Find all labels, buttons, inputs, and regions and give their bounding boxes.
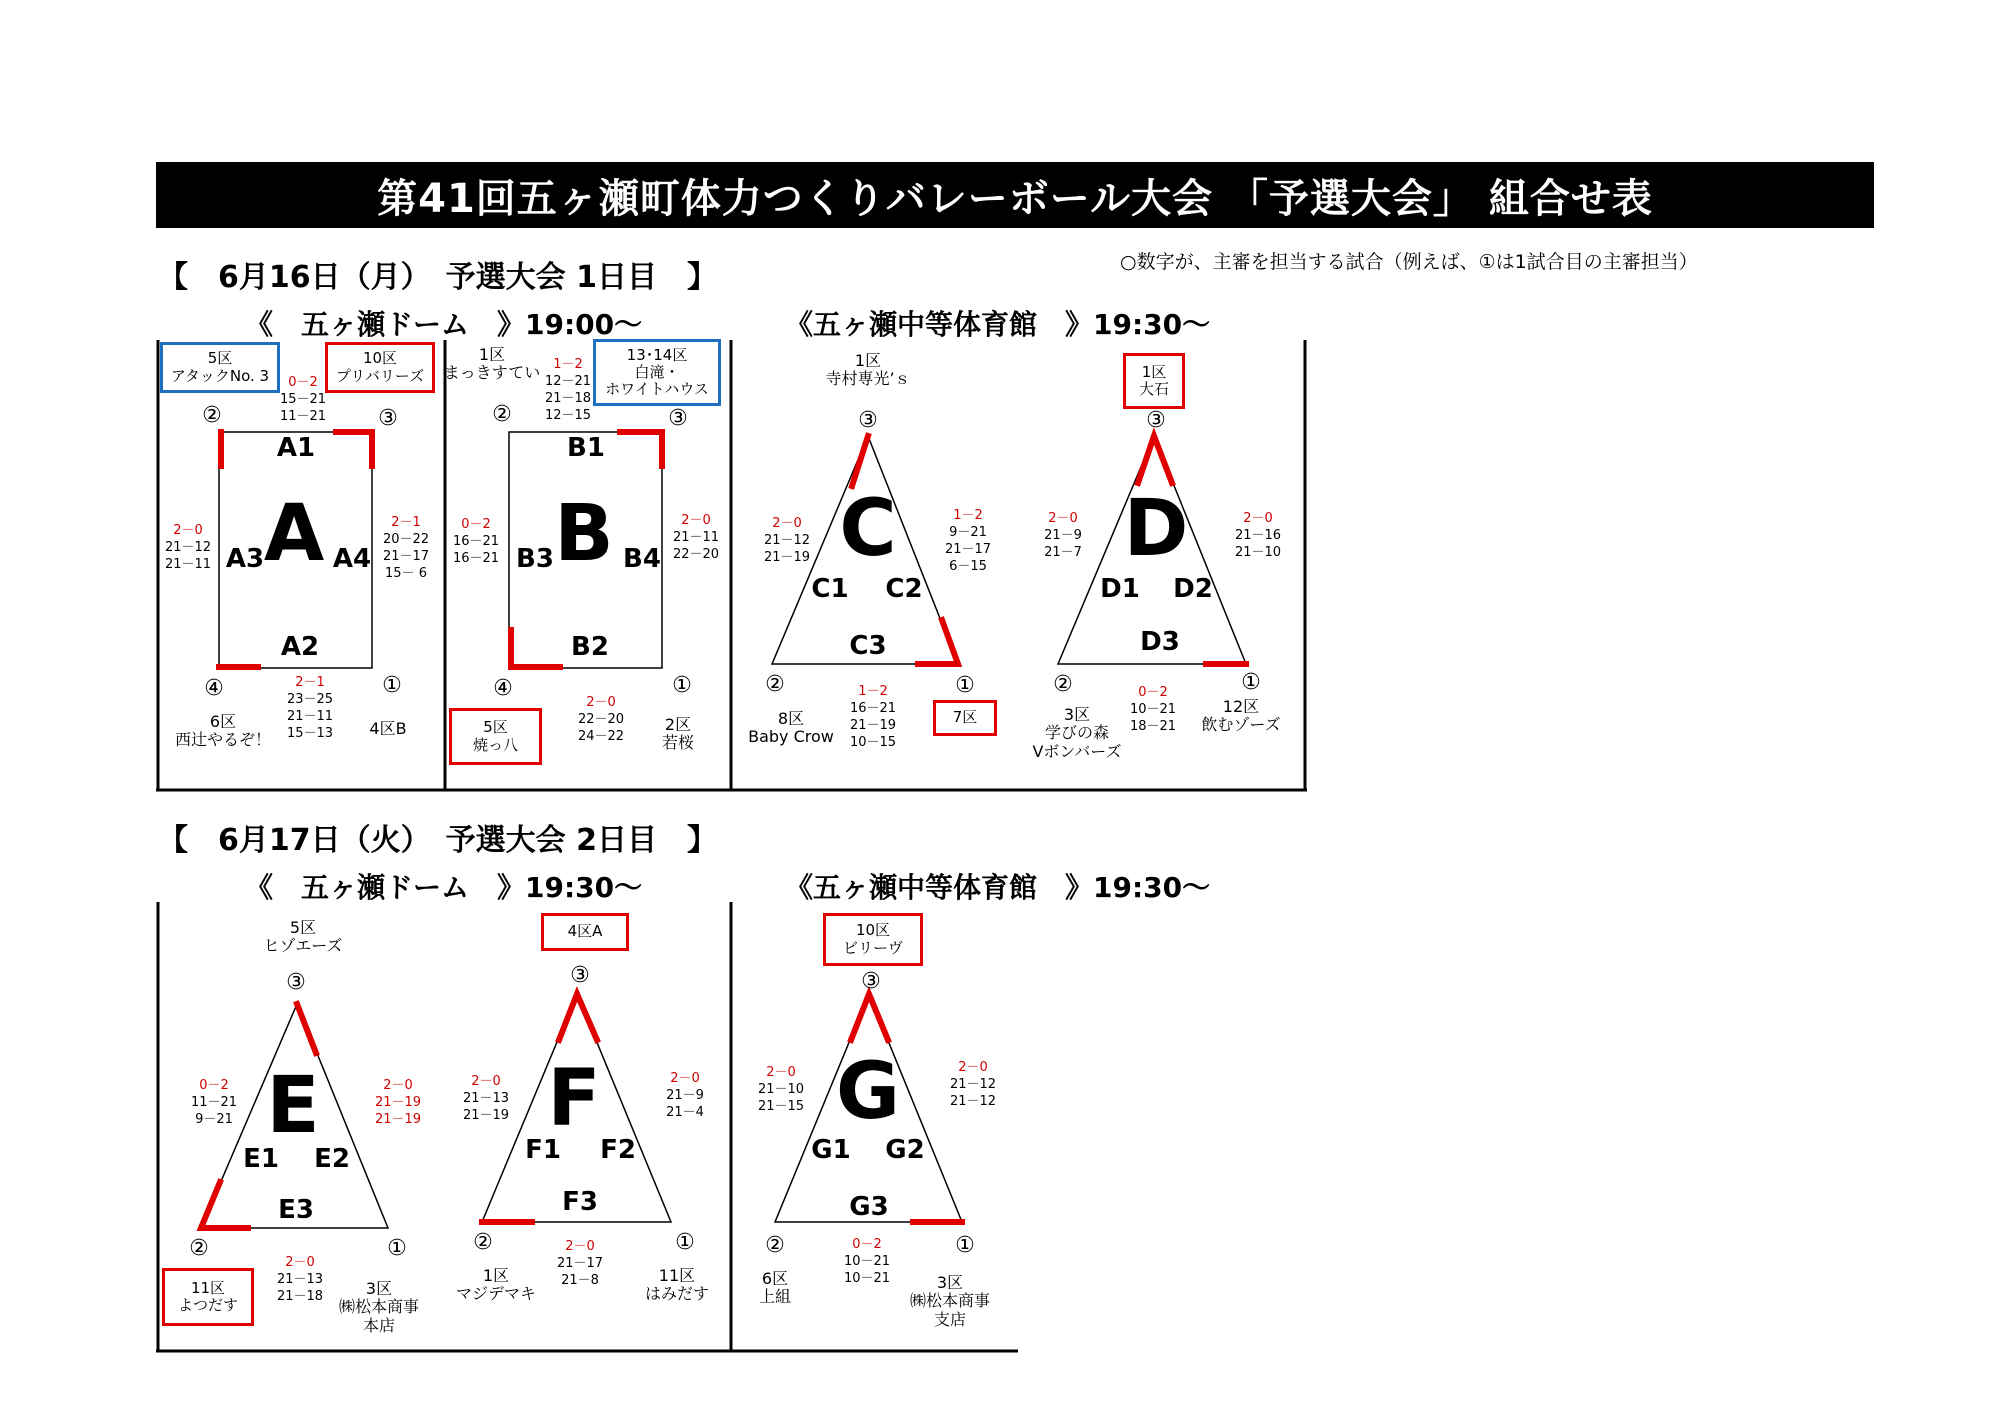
- day1-header: 【 6月16日（月） 予選大会 1日目 】: [158, 260, 717, 295]
- referee-3: ③: [286, 970, 306, 995]
- block-c-letter: C: [839, 484, 897, 575]
- referee-1: ①: [387, 1236, 407, 1261]
- team-a-bottom-left: 6区 西辻やるぞ！: [174, 712, 272, 750]
- score-e-right: 2－0 21－19 21－19: [374, 1078, 422, 1127]
- court-e3: E3: [278, 1195, 314, 1226]
- team-g-bottom-left: 6区 上組: [758, 1269, 792, 1307]
- referee-4: ④: [204, 676, 224, 701]
- referee-1: ①: [382, 673, 402, 698]
- court-f2: F2: [600, 1135, 636, 1166]
- score-f-right: 2－0 21－9 21－4: [666, 1071, 704, 1120]
- team-box-g-top: 10区 ビリーヴ: [823, 913, 923, 966]
- score-a-bottom: 2－1 23－25 21－11 15－13: [286, 675, 334, 741]
- score-a-left: 2－0 21－12 21－11: [164, 523, 212, 572]
- court-e2: E2: [314, 1144, 350, 1175]
- team-box-c-bottom-right: 7区: [933, 700, 997, 736]
- referee-2: ②: [1053, 672, 1073, 697]
- court-g2: G2: [885, 1135, 925, 1166]
- score-a-top: 0－2 15－21 11－21: [279, 375, 327, 424]
- score-b-left: 0－2 16－21 16－21: [452, 517, 500, 566]
- team-b-bottom-right: 2区 若桜: [661, 715, 695, 753]
- score-b-top: 1－2 12－21 21－18 12－15: [544, 357, 592, 423]
- team-f-bottom-left: 1区 マジデマキ: [455, 1266, 537, 1304]
- team-f-bottom-right: 11区 はみだす: [644, 1266, 710, 1304]
- day2-header: 【 6月17日（火） 予選大会 2日目 】: [158, 823, 717, 858]
- court-g1: G1: [811, 1135, 851, 1166]
- block-a-letter: A: [263, 489, 325, 580]
- score-b-bottom: 2－0 22－20 24－22: [577, 695, 625, 744]
- team-c-bottom-left: 8区 Baby Crow: [748, 709, 834, 747]
- score-e-left: 0－2 11－21 9－21: [190, 1078, 238, 1127]
- court-c1: C1: [811, 574, 849, 605]
- score-a-right: 2－1 20－22 21－17 15－ 6: [382, 515, 430, 581]
- team-e-top: 5区 ヒゾエーズ: [263, 918, 343, 956]
- referee-3: ③: [1146, 408, 1166, 433]
- score-c-right: 1－2 9－21 21－17 6－15: [944, 508, 992, 574]
- team-district: 5区: [207, 349, 233, 368]
- team-box-a-top-right: [325, 342, 435, 393]
- score-e-bottom: 2－0 21－13 21－18: [276, 1255, 324, 1304]
- block-b-letter: B: [554, 489, 614, 580]
- score-g-left: 2－0 21－10 21－15: [757, 1065, 805, 1114]
- referee-4: ④: [493, 676, 513, 701]
- referee-3: ③: [378, 406, 398, 431]
- court-e1: E1: [243, 1144, 279, 1175]
- team-box-e-bottom-left: 11区 よつだす: [162, 1268, 254, 1326]
- court-a2: A2: [280, 632, 320, 663]
- referee-2: ②: [202, 403, 222, 428]
- referee-3: ③: [668, 406, 688, 431]
- referee-2: ②: [765, 1233, 785, 1258]
- team-box-b-bottom-left: 5区 焼っ八: [449, 708, 542, 765]
- team-d-bottom-left: 3区 学びの森 Vボンバーズ: [1032, 705, 1122, 761]
- day2-venue-dome: 《 五ヶ瀬ドーム 》19:30～: [245, 871, 643, 904]
- referee-1: ①: [955, 673, 975, 698]
- score-c-bottom: 1－2 16－21 21－19 10－15: [849, 684, 897, 750]
- referee-1: ①: [675, 1230, 695, 1255]
- court-c3: C3: [849, 631, 887, 662]
- referee-3: ③: [570, 963, 590, 988]
- page-title: 第41回五ヶ瀬町体力つくりバレーボール大会 「予選大会」 組合せ表: [156, 162, 1874, 228]
- team-a-bottom-right: 4区B: [369, 719, 407, 738]
- team-box-f-top: 4区A: [541, 913, 629, 951]
- block-e-letter: E: [266, 1061, 320, 1152]
- court-b2: B2: [571, 632, 609, 663]
- court-b3: B3: [516, 544, 554, 575]
- score-g-right: 2－0 21－12 21－12: [949, 1060, 997, 1109]
- court-d1: D1: [1100, 574, 1140, 605]
- score-d-bottom: 0－2 10－21 18－21: [1129, 685, 1177, 734]
- day1-venue-gym: 《五ヶ瀬中等体育館 》19:30～: [785, 308, 1211, 341]
- day1-venue-dome: 《 五ヶ瀬ドーム 》19:00～: [245, 308, 643, 341]
- score-f-left: 2－0 21－13 21－19: [462, 1074, 510, 1123]
- day2-venue-gym: 《五ヶ瀬中等体育館 》19:30～: [785, 871, 1211, 904]
- score-f-bottom: 2－0 21－17 21－8: [556, 1239, 604, 1288]
- court-g3: G3: [849, 1192, 889, 1223]
- court-d3: D3: [1140, 627, 1180, 658]
- court-d2: D2: [1173, 574, 1213, 605]
- referee-1: ①: [672, 673, 692, 698]
- team-b-top-left: 1区 まっきすてい: [443, 345, 541, 383]
- referee-1: ①: [955, 1233, 975, 1258]
- team-box-d-top: 1区 大石: [1123, 353, 1185, 409]
- referee-1: ①: [1241, 670, 1261, 695]
- court-a4: A4: [332, 544, 372, 575]
- team-district: 10区: [362, 349, 398, 368]
- court-a1: A1: [276, 433, 316, 464]
- team-name: アタックNo. 3: [170, 366, 270, 385]
- team-e-bottom-right: 3区 ㈱松本商事 本店: [338, 1279, 420, 1335]
- team-d-bottom-right: 12区 飲むゾーズ: [1201, 697, 1281, 735]
- referee-3: ③: [861, 969, 881, 994]
- referee-2: ②: [473, 1230, 493, 1255]
- score-d-left: 2－0 21－9 21－7: [1044, 511, 1082, 560]
- block-f-letter: F: [547, 1054, 601, 1145]
- team-box-b-top-right: 13･14区 白滝・ ホワイトハウス: [593, 339, 721, 406]
- referee-2: ②: [189, 1236, 209, 1261]
- referee-note: ○数字が、主審を担当する試合（例えば、①は1試合目の主審担当）: [1120, 251, 1698, 273]
- referee-2: ②: [492, 402, 512, 427]
- score-d-right: 2－0 21－16 21－10: [1234, 511, 1282, 560]
- referee-2: ②: [765, 672, 785, 697]
- court-c2: C2: [885, 574, 923, 605]
- score-g-bottom: 0－2 10－21 10－21: [843, 1237, 891, 1286]
- score-c-left: 2－0 21－12 21－19: [763, 516, 811, 565]
- team-name: プリバリーズ: [335, 366, 425, 385]
- block-g-letter: G: [835, 1047, 901, 1138]
- court-b4: B4: [623, 544, 661, 575]
- court-f1: F1: [525, 1135, 561, 1166]
- court-b1: B1: [567, 433, 605, 464]
- referee-3: ③: [858, 408, 878, 433]
- team-box-a-top-left: [160, 342, 280, 393]
- court-a3: A3: [225, 544, 265, 575]
- court-f3: F3: [562, 1187, 598, 1218]
- block-d-letter: D: [1123, 484, 1189, 575]
- team-g-bottom-right: 3区 ㈱松本商事 支店: [909, 1273, 991, 1329]
- team-c-top: 1区 寺村専光’ｓ: [825, 351, 911, 389]
- score-b-right: 2－0 21－11 22－20: [672, 513, 720, 562]
